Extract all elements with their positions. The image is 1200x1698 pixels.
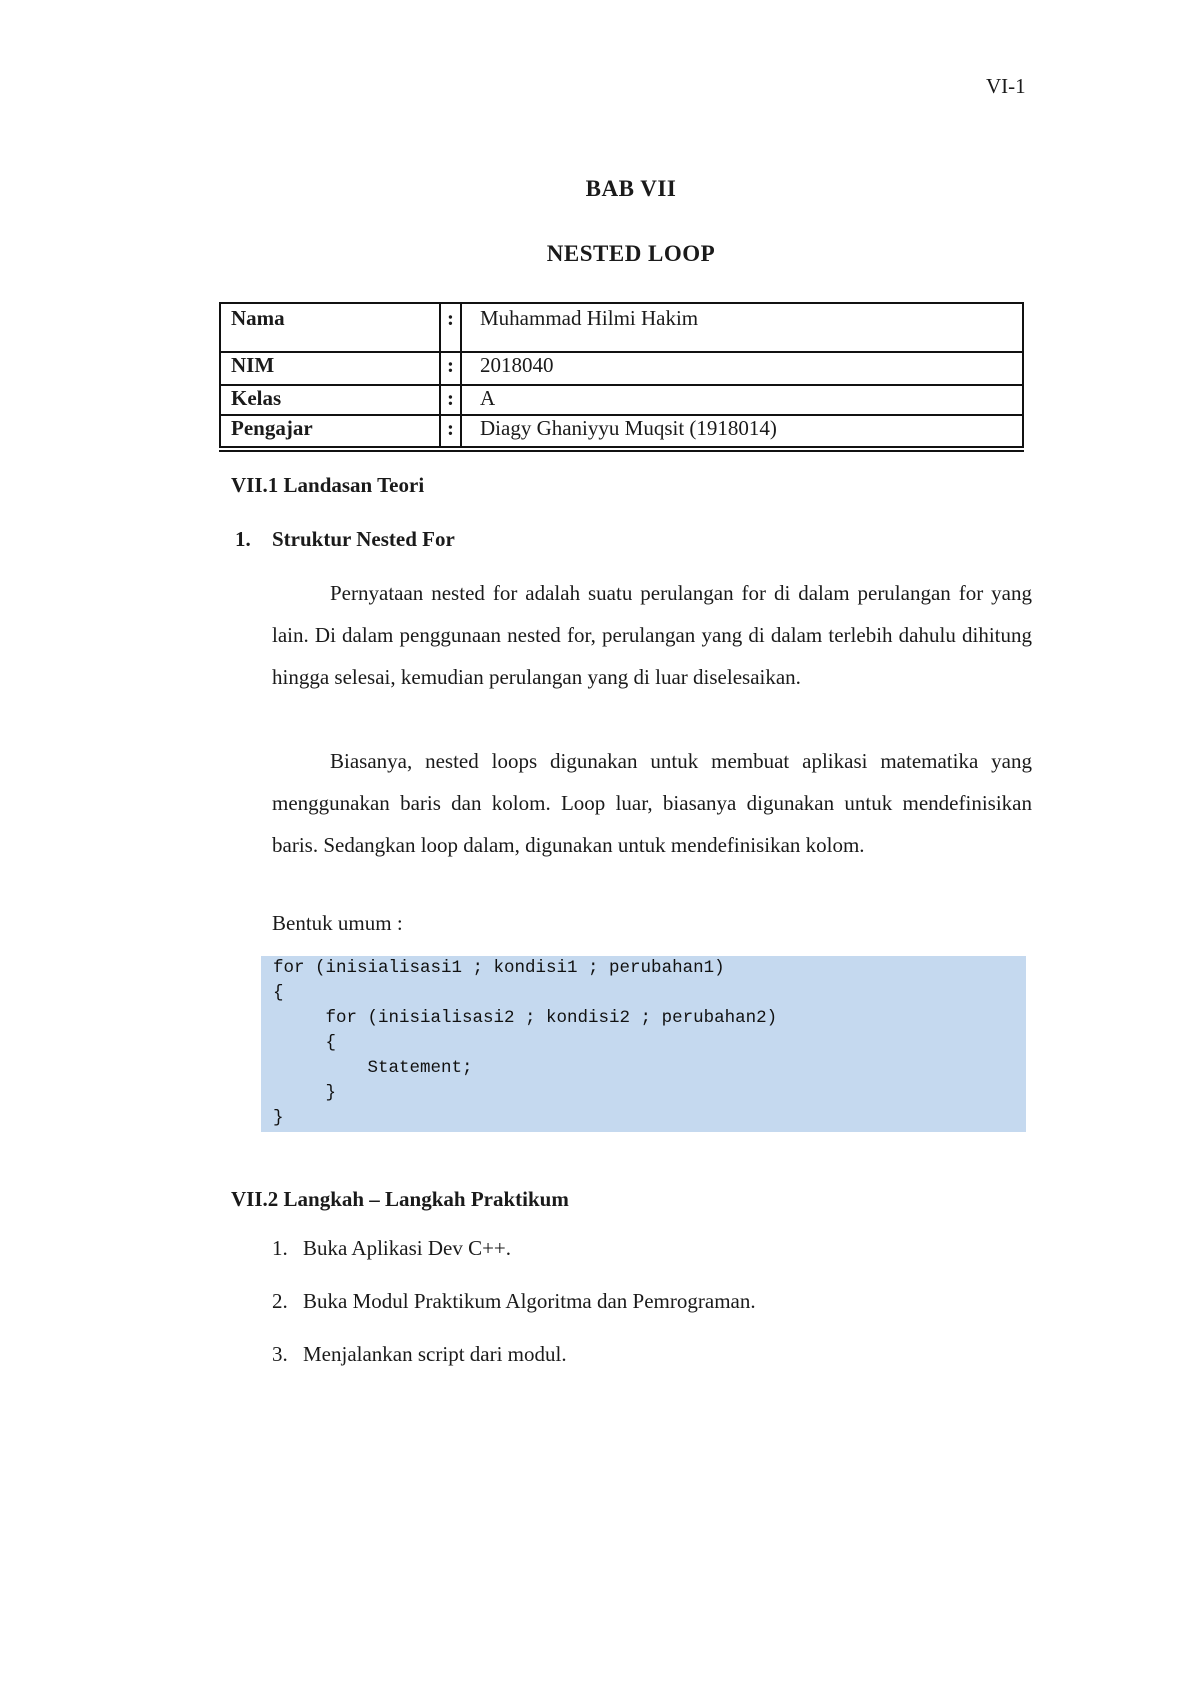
identity-row-kelas — [220, 385, 1023, 415]
list-item — [272, 1288, 756, 1341]
subsection-number: 1. — [235, 527, 251, 551]
chapter-title: NESTED LOOP — [546, 241, 716, 266]
general-form-label: Bentuk umum : — [272, 911, 403, 935]
list-item — [272, 1341, 756, 1394]
identity-colon: : — [440, 385, 461, 415]
identity-colon: : — [440, 415, 461, 449]
step-text: Buka Modul Praktikum Algoritma dan Pemrograman. — [303, 1289, 756, 1313]
paragraph-nested-loops-usage: Biasanya, nested loops digunakan untuk membuat aplikasi matematika yang menggunakan baris dan kolom. Loop luar, biasanya digunakan untuk mendefinisikan baris. Sedangkan loop dalam, digunakan untuk mendefinisikan kolom. — [272, 749, 1032, 857]
code-line: { — [273, 1033, 337, 1053]
step-text: Buka Aplikasi Dev C++. — [303, 1236, 512, 1260]
identity-value: A — [461, 385, 1023, 415]
code-line: } — [273, 1083, 337, 1103]
identity-colon: : — [440, 303, 461, 352]
identity-value: Muhammad Hilmi Hakim — [461, 303, 1023, 352]
page-number: VI-1 — [986, 74, 1026, 98]
identity-row-pengajar — [220, 415, 1023, 449]
code-line: for (inisialisasi1 ; kondisi1 ; perubahan1) — [273, 958, 725, 978]
identity-colon: : — [440, 352, 461, 385]
code-line: { — [273, 983, 284, 1003]
code-line: for (inisialisasi2 ; kondisi2 ; perubahan2) — [273, 1008, 778, 1028]
identity-table — [219, 302, 1024, 452]
subsection-title: Struktur Nested For — [272, 527, 455, 551]
code-line: } — [273, 1108, 284, 1128]
identity-row-nama — [220, 303, 1023, 352]
code-block — [261, 956, 1026, 1132]
section-heading-langkah-praktikum: VII.2 Langkah – Langkah Praktikum — [231, 1187, 569, 1211]
identity-label: Nama — [220, 303, 440, 352]
list-item — [272, 1235, 756, 1288]
identity-row-nim — [220, 352, 1023, 385]
subsection-heading — [235, 527, 455, 552]
identity-label: Kelas — [220, 385, 440, 415]
step-number: 1. — [272, 1236, 288, 1260]
identity-value: Diagy Ghaniyyu Muqsit (1918014) — [461, 415, 1023, 449]
step-number: 3. — [272, 1342, 288, 1366]
steps-list — [272, 1235, 756, 1394]
step-text: Menjalankan script dari modul. — [303, 1342, 567, 1366]
identity-label: NIM — [220, 352, 440, 385]
identity-label: Pengajar — [220, 415, 440, 449]
paragraph-nested-for: Pernyataan nested for adalah suatu perulangan for di dalam perulangan for yang lain. Di dalam penggunaan nested for, perulangan yang di dalam terlebih dahulu dihitung hingga selesai, kemudian perulangan yang di luar diselesaikan. — [272, 581, 1032, 689]
step-number: 2. — [272, 1289, 288, 1313]
section-heading-landasan-teori: VII.1 Landasan Teori — [231, 473, 425, 497]
chapter-number: BAB VII — [585, 176, 677, 201]
identity-value: 2018040 — [461, 352, 1023, 385]
code-line: Statement; — [273, 1058, 473, 1078]
